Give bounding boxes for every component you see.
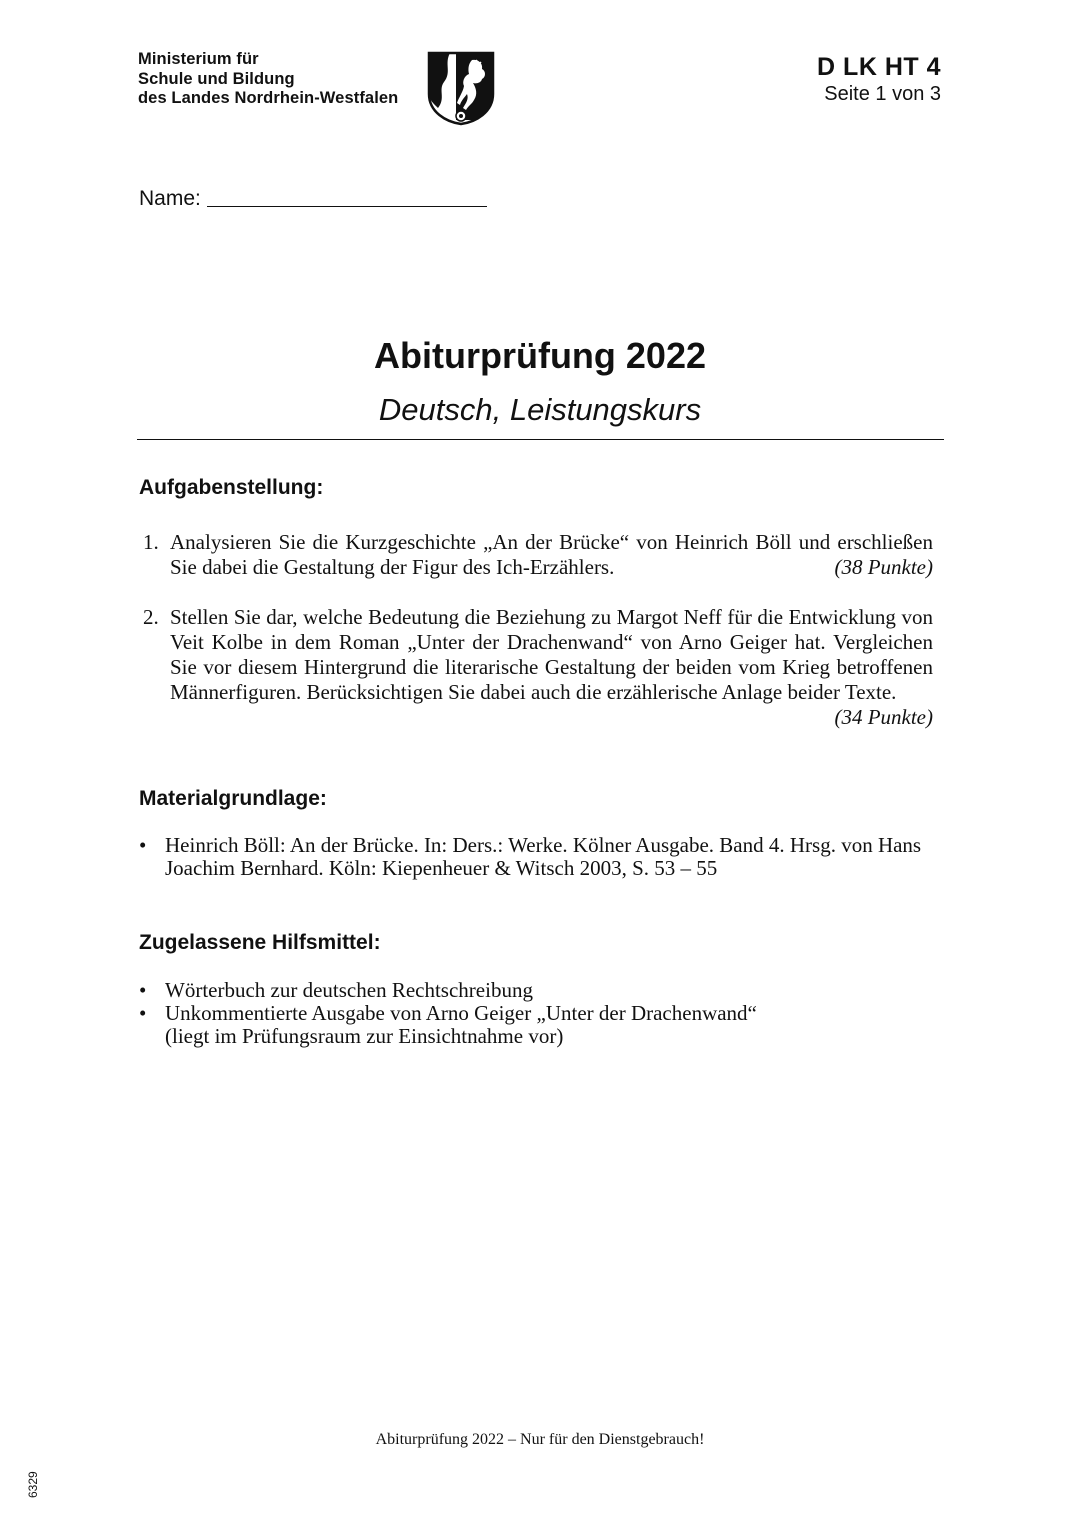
bullet-icon: • bbox=[139, 978, 147, 1002]
bullet-icon: • bbox=[139, 1001, 147, 1025]
page-indicator: Seite 1 von 3 bbox=[824, 83, 941, 105]
task-text: Analysieren Sie die Kurzgeschichte „An der Brücke“ von Heinrich Böll und erschließen Sie dabei die Gestaltung der Figur des Ich-Erzählers. bbox=[170, 530, 933, 579]
materials-list bbox=[139, 834, 939, 880]
task-2 bbox=[143, 605, 933, 730]
task-points: (34 Punkte) bbox=[834, 705, 933, 729]
task-number: 1. bbox=[143, 530, 159, 554]
name-label: Name: bbox=[139, 187, 201, 210]
list-item-text: Heinrich Böll: An der Brücke. In: Ders.: Werke. Kölner Ausgabe. Band 4. Hrsg. von Hans Joachim Bernhard. Köln: Kiepenheuer & Witsch 2003, S. 53 – 55 bbox=[165, 833, 922, 880]
ministry-line-2: Schule und Bildung bbox=[138, 69, 295, 88]
task-number: 2. bbox=[143, 605, 159, 629]
name-blank-line bbox=[207, 186, 487, 207]
task-text: Stellen Sie dar, welche Bedeutung die Beziehung zu Margot Neff für die Entwicklung von Veit Kolbe in dem Roman „Unter der Drachenwand“ von Arno Geiger hat. Vergleichen Sie vor diesem Hintergrund die literarische Gestaltung der beiden vom Krieg betroffenen Männerfiguren. Berücksichtigen Sie dabei auch die erzählerische Anlage beider Texte. bbox=[170, 605, 933, 704]
page-footer: Abiturprüfung 2022 – Nur für den Dienstgebrauch! bbox=[375, 1431, 705, 1448]
ministry-name bbox=[138, 50, 398, 109]
ministry-line-3: des Landes Nordrhein-Westfalen bbox=[138, 89, 399, 107]
list-item bbox=[139, 1002, 805, 1048]
nrw-coat-of-arms-icon bbox=[426, 50, 496, 126]
materials-heading: Materialgrundlage: bbox=[139, 787, 327, 810]
task-1 bbox=[143, 530, 933, 580]
list-item bbox=[139, 979, 939, 1002]
document-code: D LK HT 4 bbox=[817, 53, 941, 81]
name-field bbox=[139, 186, 487, 212]
exam-subtitle: Deutsch, Leistungskurs bbox=[378, 392, 702, 427]
ministry-line-1: Ministerium für bbox=[138, 50, 259, 68]
list-item-text: Unkommentierte Ausgabe von Arno Geiger „Unter der Drachenwand“ (liegt im Prüfungsraum zur Einsichtnahme vor) bbox=[165, 1001, 757, 1048]
document-code-block bbox=[817, 52, 941, 106]
side-code bbox=[26, 1470, 56, 1500]
tasks-heading: Aufgabenstellung: bbox=[139, 476, 324, 499]
exam-title: Abiturprüfung 2022 bbox=[373, 335, 706, 376]
task-points: (38 Punkte) bbox=[834, 555, 933, 579]
bullet-icon: • bbox=[139, 833, 147, 857]
list-item bbox=[139, 834, 939, 880]
aids-heading: Zugelassene Hilfsmittel: bbox=[139, 931, 381, 954]
list-item-text: Wörterbuch zur deutschen Rechtschreibung bbox=[165, 978, 533, 1002]
side-code-text: 6329 bbox=[26, 1471, 40, 1498]
aids-list bbox=[139, 979, 939, 1048]
title-divider bbox=[137, 439, 944, 440]
